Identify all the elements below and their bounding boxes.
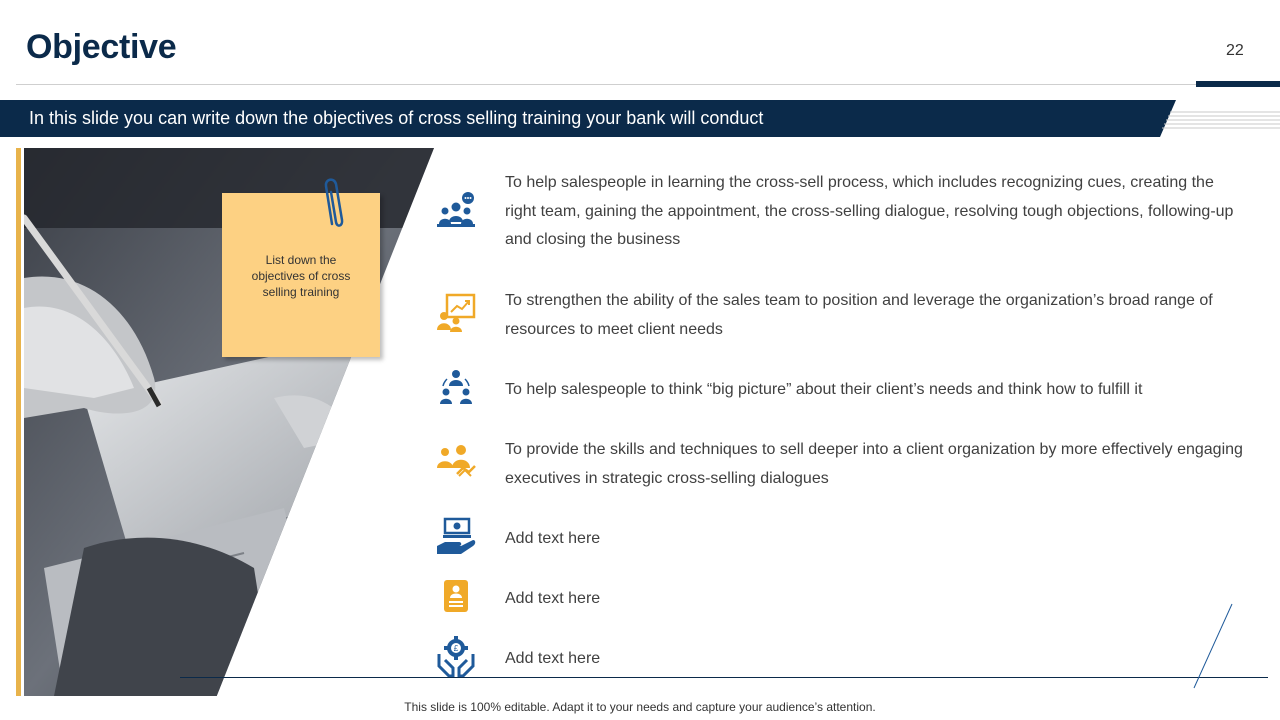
id-badge-icon (435, 578, 477, 620)
page-number: 22 (1226, 42, 1244, 59)
objective-text-5: Add text here (505, 530, 601, 547)
sticky-note-text: List down the objectives of cross selling training (251, 253, 351, 299)
objective-text-1: To help salespeople in learning the cross-sell process, which includes recognizing cues, creating the right team, gaining the appointment, the cross-selling dialogue, resolving tough objections, following-up and closing the business (505, 174, 1234, 248)
title-accent-bar (1196, 81, 1280, 87)
speed-lines-decoration (1160, 110, 1280, 130)
handshake-people-icon (435, 440, 477, 482)
objective-text-6: Add text here (505, 590, 601, 607)
gear-hands-icon (435, 636, 477, 678)
slide-title: Objective (26, 28, 177, 66)
team-chat-icon (435, 190, 477, 232)
slash-decoration (1190, 600, 1236, 692)
objective-text-4: To provide the skills and techniques to sell deeper into a client organization by more effectively engaging executives in strategic cross-selling dialogues (505, 441, 1243, 487)
banner-text: In this slide you can write down the objectives of cross selling training your bank will conduct (29, 108, 764, 128)
money-hand-icon (435, 516, 477, 558)
svg-text:£: £ (453, 644, 459, 653)
title-divider (16, 84, 1280, 85)
network-people-icon (435, 368, 477, 410)
bottom-divider (180, 677, 1268, 678)
presentation-board-icon (435, 292, 477, 334)
objective-text-3: To help salespeople to think “big picture” about their client’s needs and think how to fulfill it (505, 381, 1143, 398)
footer-note: This slide is 100% editable. Adapt it to your needs and capture your audience’s attention. (404, 700, 876, 714)
gold-accent-bar (16, 148, 21, 696)
objective-text-2: To strengthen the ability of the sales team to position and leverage the organization’s broad range of resources to meet client needs (505, 292, 1213, 338)
objective-text-7: Add text here (505, 650, 601, 667)
paperclip-icon (322, 176, 350, 230)
